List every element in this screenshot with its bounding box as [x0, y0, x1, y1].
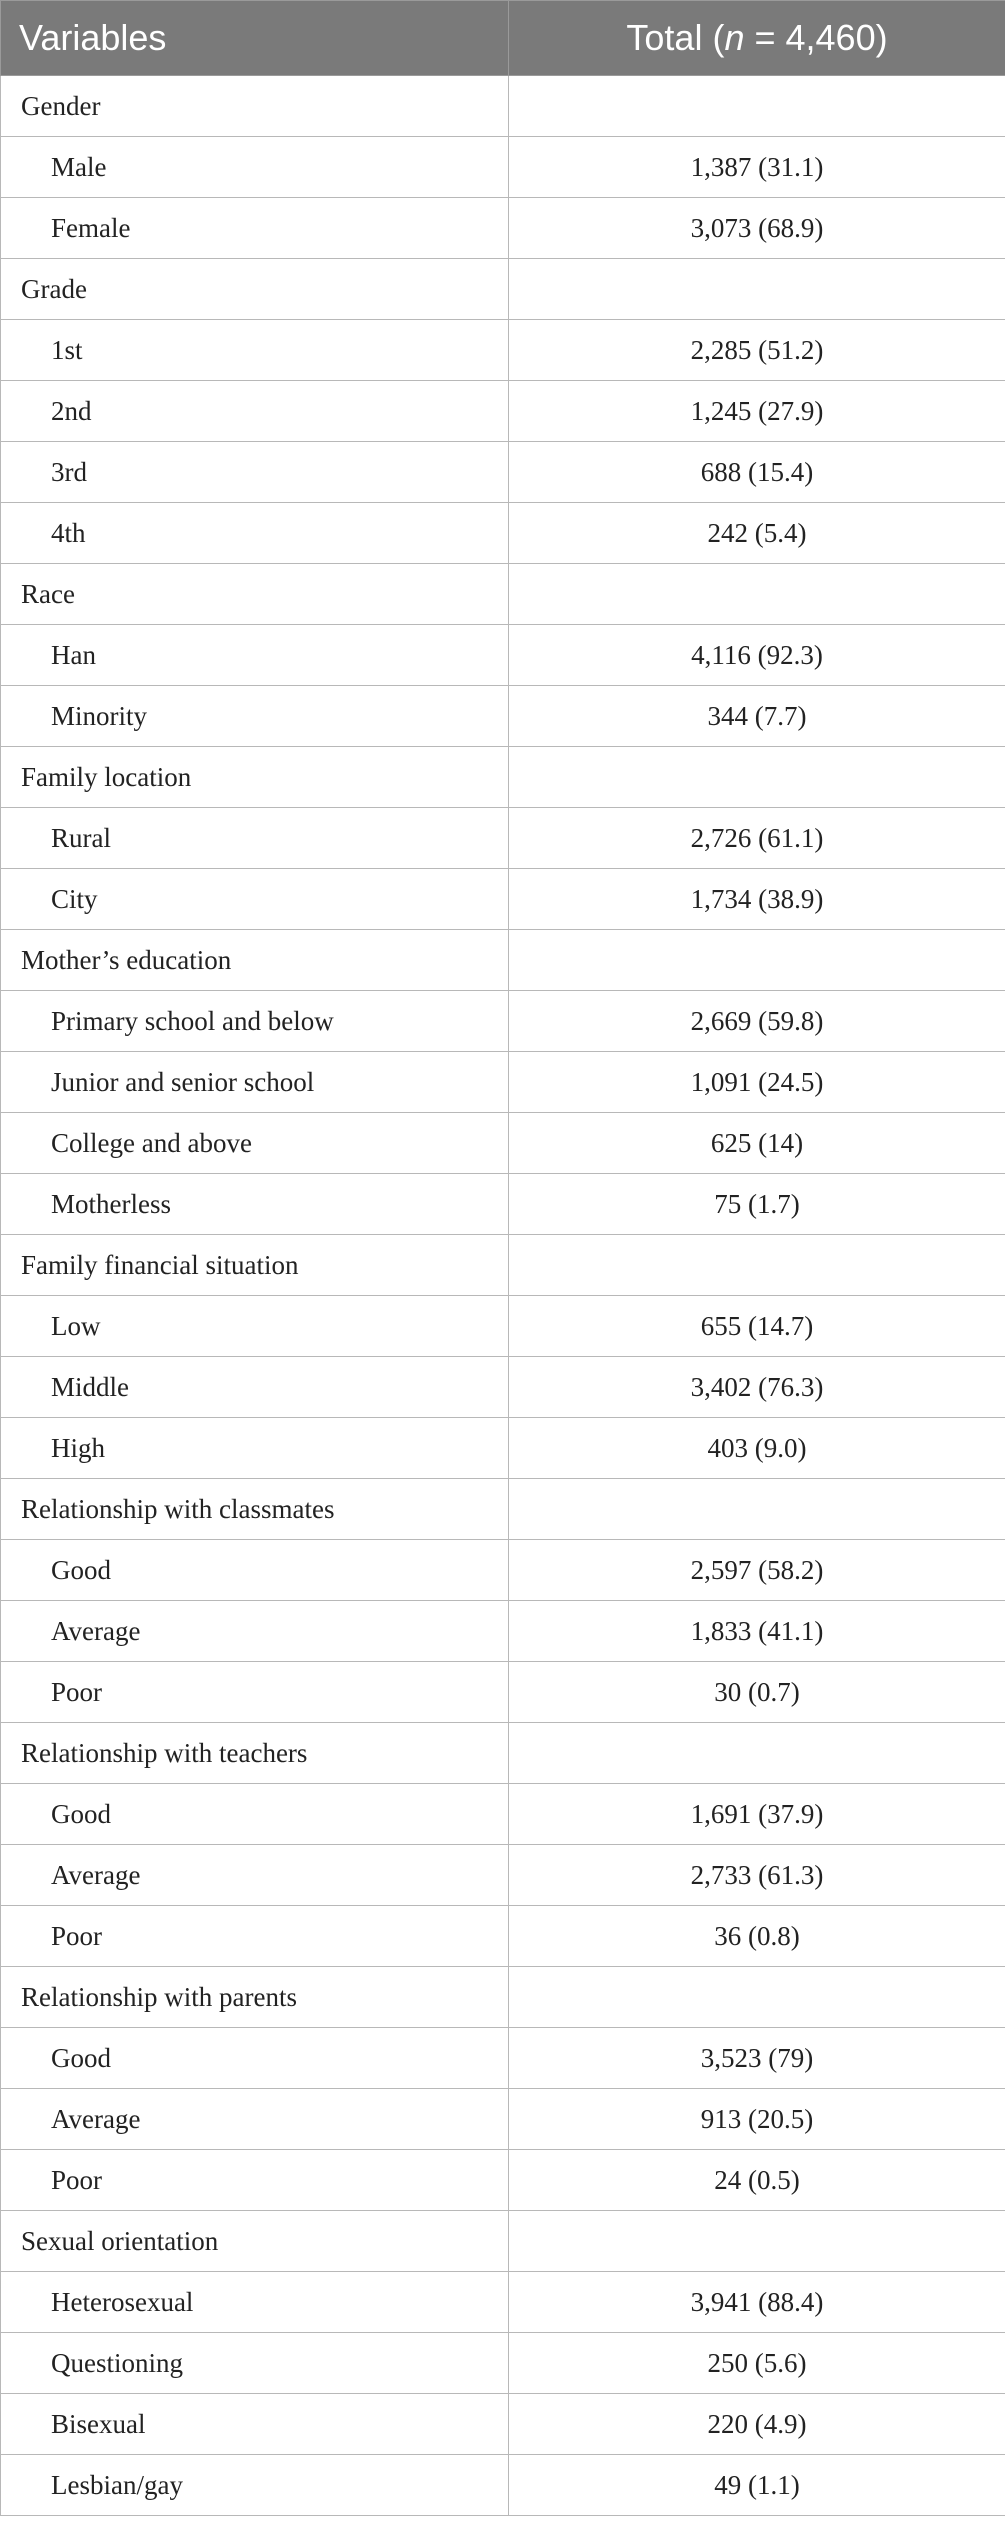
row-value: 1,091 (24.5)	[509, 1052, 1005, 1113]
table-row	[1, 686, 1005, 747]
row-value: 1,734 (38.9)	[509, 869, 1005, 930]
row-label: 3rd	[1, 442, 509, 503]
category-label: Grade	[1, 259, 509, 320]
category-empty-cell	[509, 930, 1005, 991]
category-row	[1, 2211, 1005, 2272]
total-header-suffix: = 4,460)	[744, 17, 888, 58]
table-row	[1, 503, 1005, 564]
category-row	[1, 259, 1005, 320]
table-row	[1, 1906, 1005, 1967]
table-row	[1, 808, 1005, 869]
row-value: 1,245 (27.9)	[509, 381, 1005, 442]
row-value: 3,402 (76.3)	[509, 1357, 1005, 1418]
row-label: Average	[1, 1845, 509, 1906]
n-symbol: n	[724, 17, 745, 58]
row-label: 1st	[1, 320, 509, 381]
category-empty-cell	[509, 1967, 1005, 2028]
table-row	[1, 1174, 1005, 1235]
category-row	[1, 930, 1005, 991]
row-label: Middle	[1, 1357, 509, 1418]
row-value: 625 (14)	[509, 1113, 1005, 1174]
table-row	[1, 1113, 1005, 1174]
table-row	[1, 1418, 1005, 1479]
table-row	[1, 198, 1005, 259]
row-label: Female	[1, 198, 509, 259]
category-label: Relationship with parents	[1, 1967, 509, 2028]
row-value: 688 (15.4)	[509, 442, 1005, 503]
row-label: Bisexual	[1, 2394, 509, 2455]
table-row	[1, 869, 1005, 930]
category-label: Race	[1, 564, 509, 625]
row-label: Motherless	[1, 1174, 509, 1235]
table-row	[1, 442, 1005, 503]
table-row	[1, 2089, 1005, 2150]
row-label: High	[1, 1418, 509, 1479]
row-label: Low	[1, 1296, 509, 1357]
category-empty-cell	[509, 1479, 1005, 1540]
table-row	[1, 1601, 1005, 1662]
header-row	[1, 1, 1005, 76]
row-label: Han	[1, 625, 509, 686]
category-empty-cell	[509, 1235, 1005, 1296]
row-label: Average	[1, 2089, 509, 2150]
category-empty-cell	[509, 259, 1005, 320]
row-label: College and above	[1, 1113, 509, 1174]
table-row	[1, 320, 1005, 381]
category-row	[1, 76, 1005, 137]
row-value: 4,116 (92.3)	[509, 625, 1005, 686]
row-label: 2nd	[1, 381, 509, 442]
row-value: 3,073 (68.9)	[509, 198, 1005, 259]
category-row	[1, 1479, 1005, 1540]
table-row	[1, 1540, 1005, 1601]
row-value: 250 (5.6)	[509, 2333, 1005, 2394]
row-value: 2,726 (61.1)	[509, 808, 1005, 869]
row-label: City	[1, 869, 509, 930]
row-value: 2,597 (58.2)	[509, 1540, 1005, 1601]
row-value: 403 (9.0)	[509, 1418, 1005, 1479]
row-value: 49 (1.1)	[509, 2455, 1005, 2516]
row-label: 4th	[1, 503, 509, 564]
row-label: Poor	[1, 1906, 509, 1967]
row-value: 1,691 (37.9)	[509, 1784, 1005, 1845]
category-label: Family financial situation	[1, 1235, 509, 1296]
row-label: Minority	[1, 686, 509, 747]
row-value: 220 (4.9)	[509, 2394, 1005, 2455]
table-row	[1, 625, 1005, 686]
category-row	[1, 747, 1005, 808]
table-row	[1, 1052, 1005, 1113]
row-value: 1,833 (41.1)	[509, 1601, 1005, 1662]
table-row	[1, 1296, 1005, 1357]
category-empty-cell	[509, 76, 1005, 137]
category-empty-cell	[509, 1723, 1005, 1784]
row-value: 1,387 (31.1)	[509, 137, 1005, 198]
row-label: Poor	[1, 2150, 509, 2211]
row-value: 3,941 (88.4)	[509, 2272, 1005, 2333]
table-row	[1, 1662, 1005, 1723]
row-value: 36 (0.8)	[509, 1906, 1005, 1967]
row-label: Male	[1, 137, 509, 198]
table-row	[1, 2333, 1005, 2394]
category-label: Family location	[1, 747, 509, 808]
row-value: 75 (1.7)	[509, 1174, 1005, 1235]
table-row	[1, 991, 1005, 1052]
row-label: Heterosexual	[1, 2272, 509, 2333]
category-row	[1, 1235, 1005, 1296]
row-label: Good	[1, 2028, 509, 2089]
category-label: Relationship with teachers	[1, 1723, 509, 1784]
row-label: Good	[1, 1540, 509, 1601]
row-value: 655 (14.7)	[509, 1296, 1005, 1357]
row-value: 344 (7.7)	[509, 686, 1005, 747]
table-row	[1, 381, 1005, 442]
table-row	[1, 2272, 1005, 2333]
category-row	[1, 1967, 1005, 2028]
row-label: Average	[1, 1601, 509, 1662]
total-header-prefix: Total (	[626, 17, 725, 58]
table-row	[1, 1784, 1005, 1845]
table-row	[1, 1357, 1005, 1418]
row-value: 30 (0.7)	[509, 1662, 1005, 1723]
category-label: Sexual orientation	[1, 2211, 509, 2272]
table-row	[1, 2394, 1005, 2455]
row-value: 24 (0.5)	[509, 2150, 1005, 2211]
category-empty-cell	[509, 747, 1005, 808]
row-label: Lesbian/gay	[1, 2455, 509, 2516]
row-label: Rural	[1, 808, 509, 869]
table-body	[1, 76, 1005, 2516]
table-row	[1, 2150, 1005, 2211]
category-empty-cell	[509, 564, 1005, 625]
row-value: 2,669 (59.8)	[509, 991, 1005, 1052]
table-row	[1, 2028, 1005, 2089]
row-value: 3,523 (79)	[509, 2028, 1005, 2089]
variables-header: Variables	[1, 1, 509, 76]
category-row	[1, 564, 1005, 625]
category-label: Mother’s education	[1, 930, 509, 991]
row-label: Junior and senior school	[1, 1052, 509, 1113]
category-row	[1, 1723, 1005, 1784]
row-value: 242 (5.4)	[509, 503, 1005, 564]
table-row	[1, 1845, 1005, 1906]
row-label: Questioning	[1, 2333, 509, 2394]
row-value: 2,733 (61.3)	[509, 1845, 1005, 1906]
table-row	[1, 2455, 1005, 2516]
row-value: 913 (20.5)	[509, 2089, 1005, 2150]
category-label: Relationship with classmates	[1, 1479, 509, 1540]
category-label: Gender	[1, 76, 509, 137]
table-row	[1, 137, 1005, 198]
category-empty-cell	[509, 2211, 1005, 2272]
row-label: Good	[1, 1784, 509, 1845]
row-label: Poor	[1, 1662, 509, 1723]
row-label: Primary school and below	[1, 991, 509, 1052]
total-header	[509, 1, 1005, 76]
row-value: 2,285 (51.2)	[509, 320, 1005, 381]
